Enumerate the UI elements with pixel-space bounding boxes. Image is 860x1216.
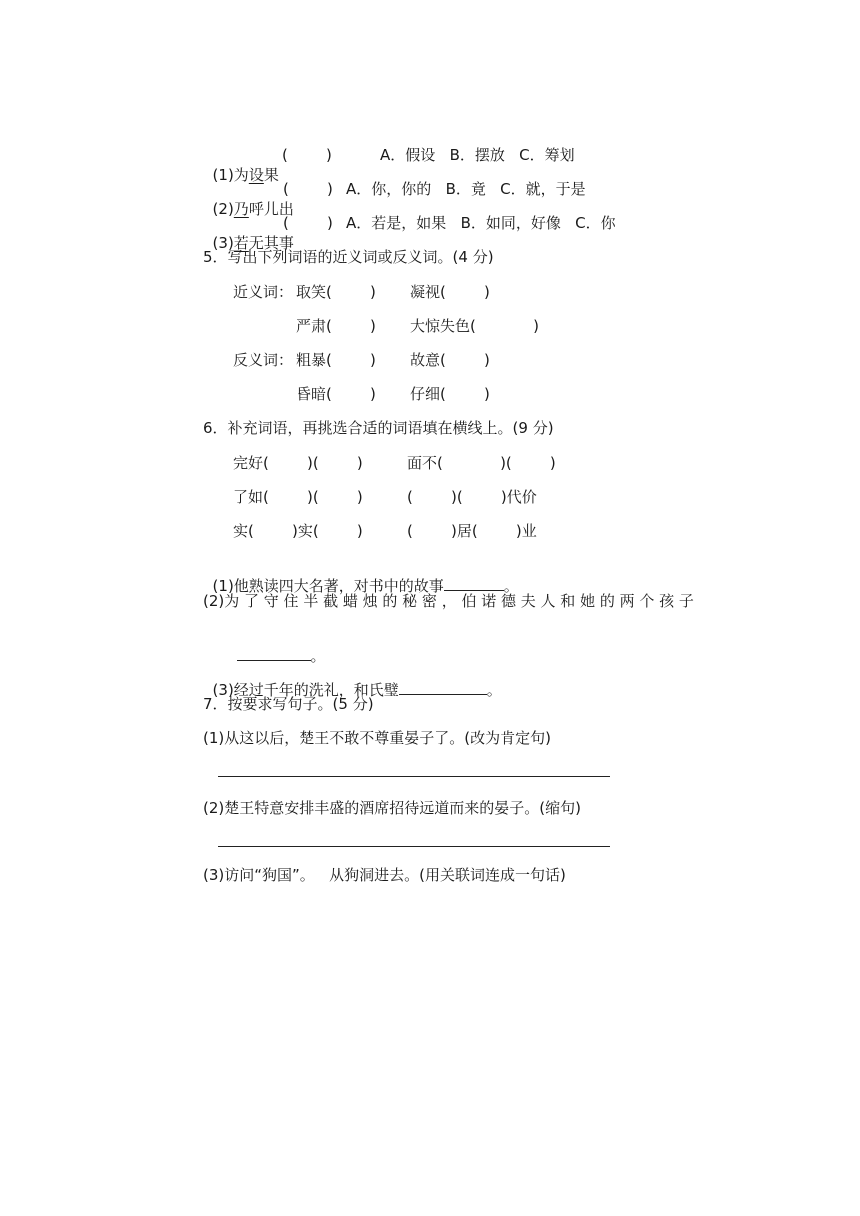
q6-idiom-6[interactable]: ( )居( )业: [407, 522, 537, 540]
q6-sentence-3-end: 。: [486, 681, 502, 699]
q5-word-5[interactable]: 粗暴( ): [296, 351, 376, 369]
q6-sentence-1-end: 。: [503, 577, 519, 595]
q6-sentence-3-text: (3)经过千年的洗礼，和氏璧: [212, 681, 399, 699]
q6-sentence-1-blank[interactable]: [444, 576, 504, 591]
q4-item-2-key: 乃: [233, 200, 249, 218]
q7-sentence-1: (1)从这以后，楚王不敢不尊重晏子了。(改为肯定句): [203, 729, 551, 747]
q6-sentence-2-blank[interactable]: [237, 646, 311, 661]
q5-word-8[interactable]: 仔细( ): [410, 385, 490, 403]
q6-sentence-3-blank[interactable]: [399, 680, 487, 695]
q5-word-7[interactable]: 昏暗( ): [296, 385, 376, 403]
q4-item-3-num: (3): [212, 234, 234, 252]
q4-item-1-num: (1): [212, 166, 234, 184]
q6-idiom-4[interactable]: ( )( )代价: [407, 488, 537, 506]
q4-item-3-key: 若: [233, 234, 249, 252]
q4-item-2-num: (2): [212, 200, 234, 218]
q5-word-6[interactable]: 故意( ): [410, 351, 490, 369]
q7-answer-line-1[interactable]: [218, 776, 610, 777]
q5-word-4[interactable]: 大惊失色( ): [410, 317, 539, 335]
q6-sentence-1-text: (1)他熟读四大名著，对书中的故事: [212, 577, 444, 595]
q4-item-3-options: A．若是，如果 B．如同，好像 C．你: [346, 214, 616, 232]
q6-idiom-2[interactable]: 面不( )( ): [407, 454, 556, 472]
q4-item-2-post: 呼儿出: [248, 200, 294, 218]
q6-idiom-3[interactable]: 了如( )( ): [233, 488, 363, 506]
q5-title: 5．写出下列词语的近义词或反义词。(4 分): [203, 248, 494, 266]
q7-sentence-2: (2)楚王特意安排丰盛的酒席招待远道而来的晏子。(缩句): [203, 799, 581, 817]
q4-item-3-post: 无其事: [248, 234, 294, 252]
q5-antonym-label: 反义词：: [233, 351, 294, 369]
q5-word-3[interactable]: 严肃( ): [296, 317, 376, 335]
q5-word-1[interactable]: 取笑( ): [296, 283, 376, 301]
q7-sentence-3: (3)访问“狗国”。 从狗洞进去。(用关联词连成一句话): [203, 866, 566, 884]
q4-item-1-answer[interactable]: ( ): [282, 146, 332, 164]
q4-item-1-pre: 为: [233, 166, 249, 184]
q7-title: 7．按要求写句子。(5 分): [203, 695, 374, 713]
q4-item-1-post: 果: [263, 166, 279, 184]
q4-item-2-answer[interactable]: ( ): [283, 180, 333, 198]
q4-item-1-options: A．假设 B．摆放 C．筹划: [380, 146, 575, 164]
q5-word-2[interactable]: 凝视( ): [410, 283, 490, 301]
q6-sentence-2-text: (2)为 了 守 住 半 截 蜡 烛 的 秘 密 ， 伯 诺 德 夫 人 和 她 的 两 个 孩 子: [203, 592, 694, 610]
q4-item-1-key: 设: [248, 166, 264, 184]
q5-synonym-label: 近义词：: [233, 283, 294, 301]
q6-idiom-5[interactable]: 实( )实( ): [233, 522, 363, 540]
q6-sentence-1: [203, 556, 519, 596]
q6-idiom-1[interactable]: 完好( )( ): [233, 454, 363, 472]
q7-answer-line-2[interactable]: [218, 846, 610, 847]
q4-item-2-options: A．你，你的 B．竟 C．就，于是: [346, 180, 586, 198]
q4-item-3-answer[interactable]: ( ): [283, 214, 333, 232]
q6-title: 6．补充词语，再挑选合适的词语填在横线上。(9 分): [203, 419, 554, 437]
q6-sentence-2-end: 。: [310, 647, 326, 665]
